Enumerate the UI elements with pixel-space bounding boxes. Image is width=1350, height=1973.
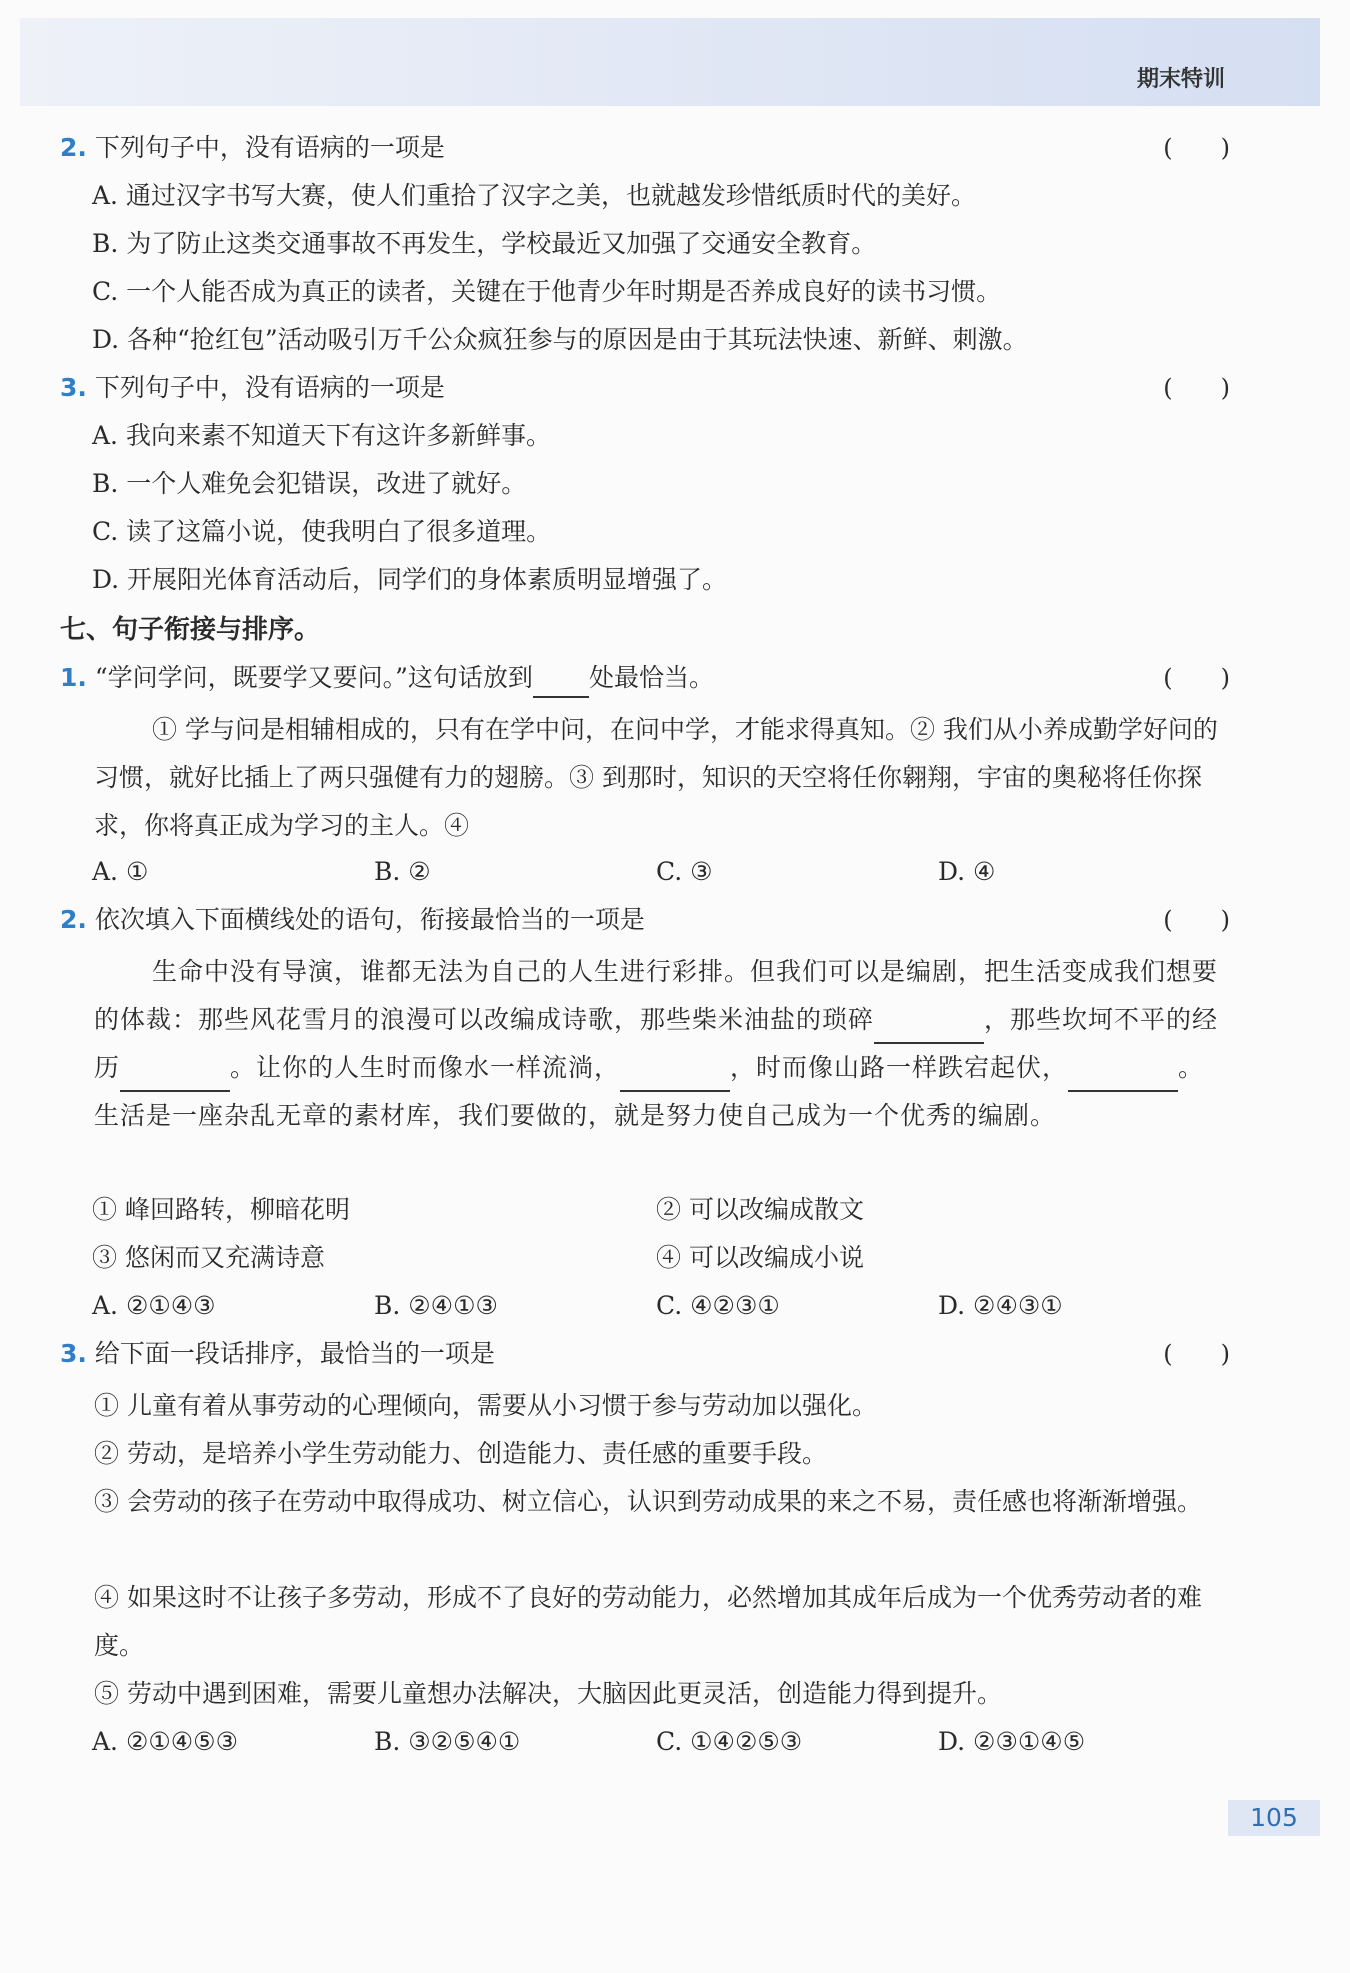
passage: ① 学与问是相辅相成的，只有在学中问，在问中学，才能求得真知。② 我们从小养成勤学好问的习惯，就好比插上了两只强健有力的翅膀。③ 到那时，知识的天空将任你翱翔，宇宙的奥秘将任你探求，你将真正成为学习的主人。④	[94, 715, 1218, 840]
sentence-2: ② 劳动，是培养小学生劳动能力、创造能力、责任感的重要手段。	[94, 1439, 827, 1468]
sentence-1: ① 儿童有着从事劳动的心理倾向，需要从小习惯于参与劳动加以强化。	[94, 1391, 877, 1420]
passage-part-2: ，那些坎坷不平的经历	[94, 1005, 1219, 1082]
sentence-3: ③ 会劳动的孩子在劳动中取得成功、树立信心，认识到劳动成果的来之不易，责任感也将渐渐增强。	[94, 1487, 1202, 1516]
s7-question-1-stem	[60, 658, 714, 698]
choice-d: D. ④	[938, 857, 996, 886]
choice-c: C. ④②③①	[656, 1291, 780, 1320]
header-band	[20, 18, 1320, 106]
passage-part-1: 生命中没有导演，谁都无法为自己的人生进行彩排。但我们可以是编剧，把生活变成我们想要的体裁：那些风花雪月的浪漫可以改编成诗歌，那些柴米油盐的琐碎	[94, 957, 1219, 1034]
choice-a: A. ①	[92, 857, 149, 886]
choice-a: A. ②①④③	[92, 1291, 216, 1320]
option-c: C. 读了这篇小说，使我明白了很多道理。	[92, 517, 552, 546]
passage-part-5: 。生活是一座杂乱无章的素材库，我们要做的，就是努力使自己成为一个优秀的编剧。	[94, 1053, 1205, 1130]
answer-blank-3[interactable]	[620, 1064, 730, 1092]
choice-c: C. ③	[656, 857, 713, 886]
choice-c: C. ①④②⑤③	[656, 1727, 803, 1756]
option-b: B. 一个人难免会犯错误，改进了就好。	[92, 469, 527, 498]
s7-question-2-stem	[60, 900, 645, 940]
answer-paren[interactable]: ( )	[1163, 664, 1230, 692]
option-a: A. 我向来素不知道天下有这许多新鲜事。	[92, 421, 551, 450]
question-2-stem	[60, 128, 445, 168]
sentence-4: ④ 如果这时不让孩子多劳动，形成不了良好的劳动能力，必然增加其成年后成为一个优秀劳动者的难度。	[94, 1583, 1202, 1660]
question-number: 2.	[60, 905, 87, 934]
choice-b: B. ②	[374, 857, 431, 886]
passage-part-3: 。让你的人生时而像水一样流淌，	[230, 1053, 621, 1082]
answer-blank-1[interactable]	[874, 1016, 984, 1044]
question-3-stem	[60, 368, 445, 408]
option-c: C. 一个人能否成为真正的读者，关键在于他青少年时期是否养成良好的读书习惯。	[92, 277, 1002, 306]
option-d: D. 各种“抢红包”活动吸引万千公众疯狂参与的原因是由于其玩法快速、新鲜、刺激。	[92, 325, 1028, 354]
option-d: D. 开展阳光体育活动后，同学们的身体素质明显增强了。	[92, 565, 728, 594]
question-text-b: 处最恰当。	[588, 663, 714, 692]
question-number: 1.	[60, 663, 87, 692]
answer-paren[interactable]: ( )	[1163, 1340, 1230, 1368]
question-number: 3.	[60, 1339, 87, 1368]
choice-b: B. ②④①③	[374, 1291, 498, 1320]
question-text-a: “学问学问，既要学又要问。”这句话放到	[94, 663, 533, 692]
item-3: ③ 悠闲而又充满诗意	[92, 1243, 325, 1272]
passage-part-4: ，时而像山路一样跌宕起伏，	[730, 1053, 1069, 1082]
choice-b: B. ③②⑤④①	[374, 1727, 521, 1756]
sentence-5: ⑤ 劳动中遇到困难，需要儿童想办法解决，大脑因此更灵活，创造能力得到提升。	[94, 1679, 1002, 1708]
option-b: B. 为了防止这类交通事故不再发生，学校最近又加强了交通安全教育。	[92, 229, 877, 258]
section-heading: 七、句子衔接与排序。	[60, 615, 321, 645]
passage	[94, 948, 1229, 1140]
answer-paren[interactable]: ( )	[1163, 134, 1230, 162]
question-text: 下列句子中，没有语病的一项是	[94, 373, 445, 402]
option-a: A. 通过汉字书写大赛，使人们重拾了汉字之美，也就越发珍惜纸质时代的美好。	[92, 181, 976, 210]
question-text: 给下面一段话排序，最恰当的一项是	[94, 1339, 495, 1368]
answer-blank-2[interactable]	[120, 1064, 230, 1092]
item-1: ① 峰回路转，柳暗花明	[92, 1195, 350, 1224]
answer-blank[interactable]	[533, 670, 589, 698]
page-number: 105	[1228, 1800, 1320, 1836]
answer-blank-4[interactable]	[1068, 1064, 1178, 1092]
answer-paren[interactable]: ( )	[1163, 374, 1230, 402]
question-text: 下列句子中，没有语病的一项是	[94, 133, 445, 162]
choice-d: D. ②④③①	[938, 1291, 1063, 1320]
s7-question-3-stem	[60, 1334, 495, 1374]
choice-d: D. ②③①④⑤	[938, 1727, 1086, 1756]
question-number: 3.	[60, 373, 87, 402]
answer-paren[interactable]: ( )	[1163, 906, 1230, 934]
item-2: ② 可以改编成散文	[656, 1195, 864, 1224]
section-tag: 期末特训	[1136, 67, 1225, 92]
item-4: ④ 可以改编成小说	[656, 1243, 864, 1272]
question-text: 依次填入下面横线处的语句，衔接最恰当的一项是	[94, 905, 645, 934]
choice-a: A. ②①④⑤③	[92, 1727, 239, 1756]
question-number: 2.	[60, 133, 87, 162]
